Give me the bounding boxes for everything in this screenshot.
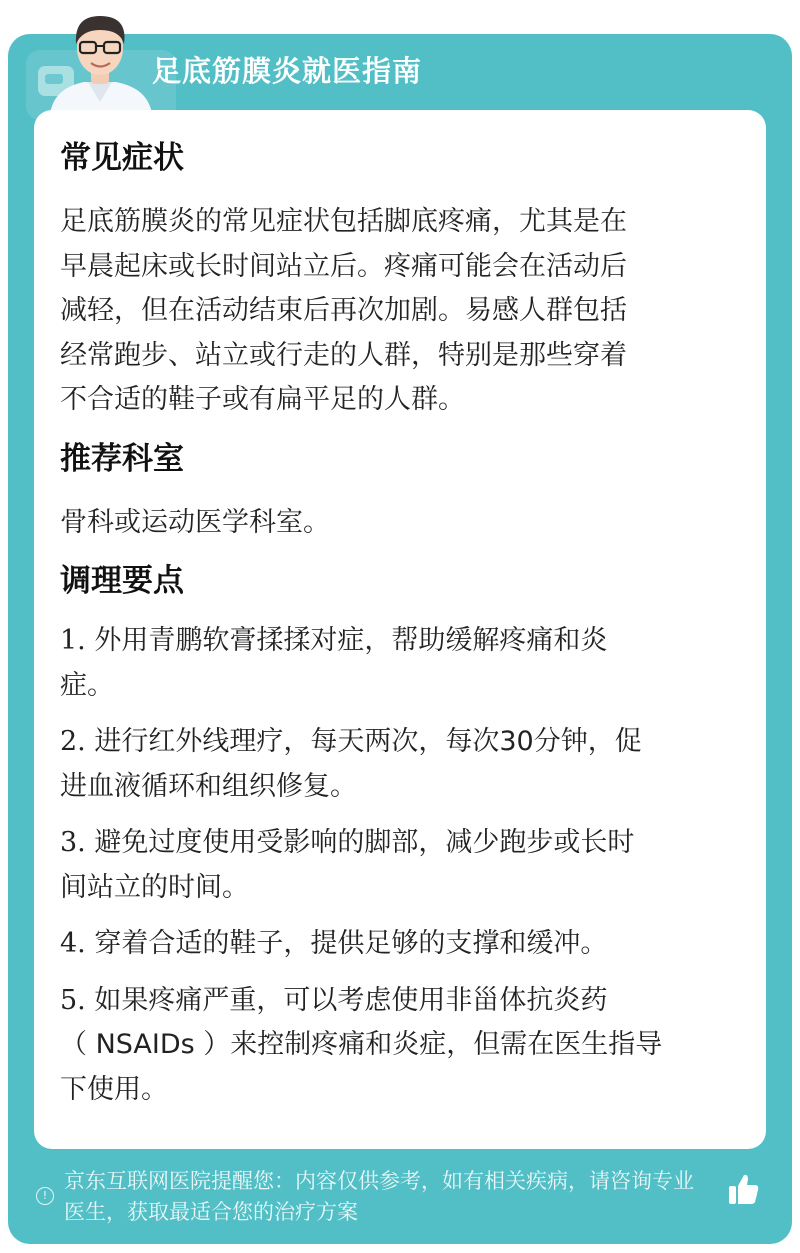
- care-item-5: [60, 979, 748, 1113]
- text-line: 穿着合适的鞋子，提供足够的支撑和缓冲。: [94, 928, 608, 959]
- text-line: 经常跑步、站立或行走的人群，特别是那些穿着: [60, 339, 627, 371]
- care-heading: 调理要点: [60, 563, 184, 599]
- department-heading: 推荐科室: [60, 440, 184, 477]
- text-line: 医生，获取最适合您的治疗方案: [64, 1200, 358, 1224]
- text-line: 症。: [60, 669, 114, 701]
- item-number: 3.: [60, 827, 86, 858]
- text-line: 如果疼痛严重，可以考虑使用非甾体抗炎药: [94, 984, 608, 1016]
- text-line: 京东互联网医院提醒您：内容仅供参考，如有相关疾病，请咨询专业: [64, 1169, 694, 1193]
- text-line: 减轻，但在活动结束后再次加剧。易感人群包括: [60, 295, 627, 326]
- symptoms-heading: 常见症状: [60, 140, 184, 176]
- care-item-1: [60, 619, 748, 708]
- text-line: 早晨起床或长时间站立后。疼痛可能会在活动后: [60, 250, 627, 282]
- text-line: 进行红外线理疗，每天两次，每次30分钟，促: [94, 726, 642, 757]
- text-line: 外用青鹏软膏揉揉对症，帮助缓解疼痛和炎: [94, 625, 608, 656]
- content-card: [34, 110, 766, 1149]
- item-number: 4.: [60, 928, 86, 959]
- text-line: 进血液循环和组织修复。: [60, 770, 357, 802]
- item-number: 1.: [60, 625, 86, 656]
- care-item-3: [60, 821, 748, 910]
- disclaimer-text: [64, 1166, 726, 1228]
- text-line: 间站立的时间。: [60, 871, 249, 903]
- care-item-4: [60, 922, 748, 967]
- text-line: （ NSAIDs ）来控制疼痛和炎症，但需在医生指导: [60, 1029, 663, 1060]
- care-item-2: [60, 720, 748, 809]
- thumbs-up-icon[interactable]: [728, 1172, 760, 1206]
- item-number: 5.: [60, 984, 86, 1016]
- symptoms-text: [60, 200, 748, 423]
- item-number: 2.: [60, 726, 86, 757]
- text-line: 足底筋膜炎的常见症状包括脚底疼痛，尤其是在: [60, 206, 627, 237]
- doctor-avatar: [44, 6, 156, 114]
- department-text: 骨科或运动医学科室。: [60, 506, 330, 538]
- info-circle-icon: !: [36, 1187, 54, 1205]
- text-line: 不合适的鞋子或有扁平足的人群。: [60, 384, 465, 415]
- text-line: 避免过度使用受影响的脚部，减少跑步或长时: [94, 827, 635, 858]
- text-line: 下使用。: [60, 1073, 168, 1105]
- disclaimer-footer: [36, 1166, 726, 1228]
- page-title: 足底筋膜炎就医指南: [152, 54, 423, 88]
